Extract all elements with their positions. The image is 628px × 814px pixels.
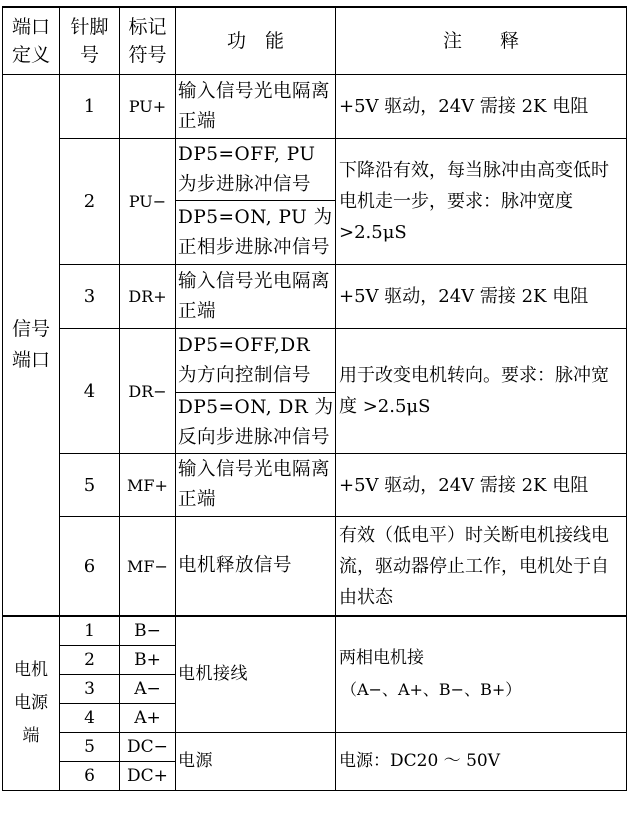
function-cell: 输入信号光电隔离正端 — [176, 265, 336, 329]
pin-cell: 5 — [60, 732, 120, 761]
header-note: 注 释 — [336, 7, 627, 75]
pin-cell: 3 — [60, 674, 120, 703]
pin-cell: 2 — [60, 139, 120, 265]
table-row — [3, 139, 627, 201]
symbol-cell: DR− — [120, 329, 176, 454]
table-row — [3, 329, 627, 393]
pin-cell: 4 — [60, 329, 120, 454]
pin-cell: 6 — [60, 517, 120, 616]
symbol-cell: DR+ — [120, 265, 176, 329]
header-mark-symbol: 标记符号 — [120, 7, 176, 75]
motor-note-cell — [336, 616, 627, 733]
symbol-cell: MF+ — [120, 454, 176, 517]
table-row — [3, 75, 627, 139]
table-row — [3, 732, 627, 761]
pin-cell: 4 — [60, 703, 120, 732]
symbol-cell: A− — [120, 674, 176, 703]
signal-port-label: 信号端口 — [11, 317, 50, 371]
symbol-cell: A+ — [120, 703, 176, 732]
motor-power-label: 电机电源端 — [14, 659, 48, 746]
function-cell: 输入信号光电隔离正端 — [176, 75, 336, 139]
note-cell: 下降沿有效，每当脉冲由高变低时电机走一步，要求：脉冲宽度 >2.5μS — [336, 139, 627, 265]
table-row — [3, 616, 627, 646]
symbol-cell: PU+ — [120, 75, 176, 139]
signal-port-group-cell — [3, 75, 60, 616]
symbol-cell: DC+ — [120, 761, 176, 790]
pin-cell: 6 — [60, 761, 120, 790]
pin-cell: 1 — [60, 75, 120, 139]
motor-note-line1: 两相电机接 — [339, 648, 424, 668]
pin-cell: 3 — [60, 265, 120, 329]
motor-function-cell: 电机接线 — [176, 616, 336, 733]
function-cell: 电机释放信号 — [176, 517, 336, 616]
power-function-cell: 电源 — [176, 732, 336, 790]
motor-power-group-cell — [3, 616, 60, 791]
symbol-cell: B− — [120, 616, 176, 646]
function-cell: 输入信号光电隔离正端 — [176, 454, 336, 517]
note-cell: +5V 驱动，24V 需接 2K 电阻 — [336, 265, 627, 329]
pin-cell: 1 — [60, 616, 120, 646]
note-cell: +5V 驱动，24V 需接 2K 电阻 — [336, 454, 627, 517]
function-cell-a: DP5=OFF, PU 为步进脉冲信号 — [176, 139, 336, 201]
motor-note-line2: （A−、A+、B−、B+） — [341, 680, 522, 699]
function-cell-b: DP5=ON, DR 为反向步进脉冲信号 — [176, 393, 336, 454]
note-cell: +5V 驱动，24V 需接 2K 电阻 — [336, 75, 627, 139]
pin-cell: 5 — [60, 454, 120, 517]
table-row — [3, 454, 627, 517]
header-pin-no: 针脚号 — [60, 7, 120, 75]
note-cell: 用于改变电机转向。要求：脉冲宽度 >2.5μS — [336, 329, 627, 454]
table-row — [3, 517, 627, 616]
pin-cell: 2 — [60, 645, 120, 674]
header-port-def: 端口定义 — [3, 7, 60, 75]
function-cell-a: DP5=OFF,DR 为方向控制信号 — [176, 329, 336, 393]
table-header-row — [3, 7, 627, 75]
function-cell-b: DP5=ON, PU 为正相步进脉冲信号 — [176, 201, 336, 265]
symbol-cell: PU− — [120, 139, 176, 265]
header-function: 功 能 — [176, 7, 336, 75]
table-row — [3, 265, 627, 329]
symbol-cell: DC− — [120, 732, 176, 761]
power-note-cell: 电源：DC20 ～ 50V — [336, 732, 627, 790]
note-cell: 有效（低电平）时关断电机接线电流，驱动器停止工作，电机处于自由状态 — [336, 517, 627, 616]
pin-definition-table — [2, 6, 627, 791]
symbol-cell: B+ — [120, 645, 176, 674]
symbol-cell: MF− — [120, 517, 176, 616]
